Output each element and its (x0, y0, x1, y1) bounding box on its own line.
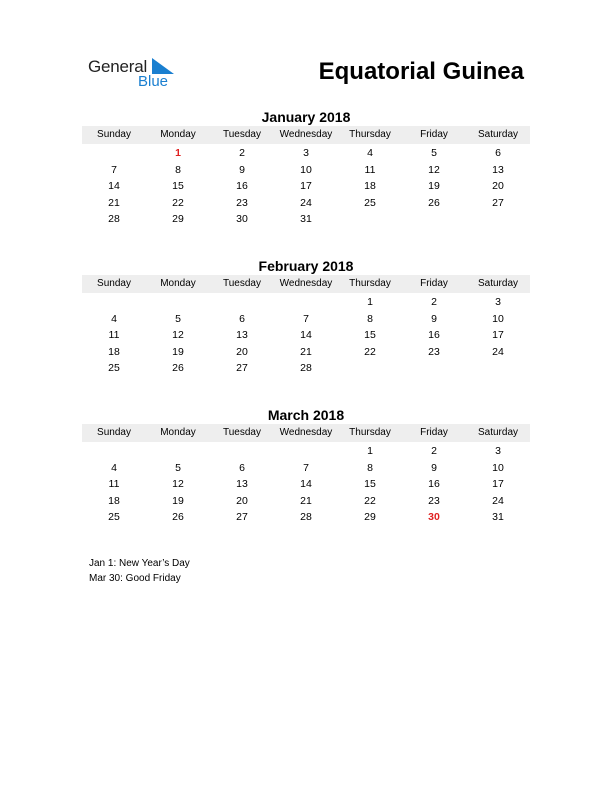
week-row (82, 211, 530, 228)
day-cell (402, 211, 466, 228)
weekday-label: Sunday (97, 427, 131, 438)
day-cell: 9 (431, 461, 437, 474)
day-cell: 15 (364, 329, 376, 341)
day-cell: 25 (108, 511, 120, 523)
day-cell: 3 (495, 445, 501, 457)
weekday-header (82, 126, 530, 144)
day-cell: 30 (428, 511, 440, 523)
day-cell: 25 (108, 362, 120, 374)
day-cell: 14 (300, 329, 312, 341)
day-cell (274, 294, 338, 311)
weekday-label: Monday (160, 129, 196, 140)
holiday-note: Mar 30: Good Friday (89, 573, 181, 584)
weekday-label: Thursday (349, 278, 391, 289)
weekday-label: Wednesday (279, 278, 333, 289)
day-cell: 10 (300, 163, 312, 176)
holiday-note: Jan 1: New Year’s Day (89, 558, 190, 569)
day-cell: 7 (111, 163, 117, 176)
day-cell: 27 (236, 362, 248, 374)
day-cell: 4 (367, 147, 373, 159)
weekday-label: Thursday (349, 427, 391, 438)
day-cell: 19 (172, 494, 184, 507)
weekday-label: Tuesday (223, 129, 261, 140)
week-row (82, 294, 530, 311)
day-cell: 11 (108, 329, 120, 341)
week-row (82, 327, 530, 344)
day-cell: 14 (108, 180, 120, 192)
day-cell (402, 360, 466, 377)
week-row (82, 460, 530, 477)
day-cell (210, 443, 274, 460)
week-row (82, 476, 530, 493)
day-cell: 23 (428, 345, 440, 358)
day-cell: 6 (239, 461, 245, 474)
day-cell: 5 (175, 461, 181, 474)
weekday-label: Friday (420, 129, 448, 140)
day-cell: 9 (431, 312, 437, 325)
day-cell: 12 (172, 478, 184, 490)
month-title: January 2018 (261, 109, 351, 125)
day-cell: 12 (428, 163, 440, 176)
month-block (82, 108, 530, 228)
day-cell: 21 (300, 345, 312, 358)
weekday-label: Friday (420, 278, 448, 289)
day-cell: 17 (492, 329, 504, 341)
country-title: Equatorial Guinea (318, 58, 524, 85)
day-cell: 22 (172, 196, 184, 209)
day-cell: 16 (428, 478, 440, 490)
day-cell: 28 (300, 362, 312, 374)
month-block (82, 257, 530, 377)
day-cell: 4 (111, 461, 117, 474)
day-cell: 1 (175, 147, 181, 159)
day-cell: 21 (300, 494, 312, 507)
day-cell: 16 (428, 329, 440, 341)
weekday-label: Sunday (97, 129, 131, 140)
week-row (82, 311, 530, 328)
day-cell (82, 443, 146, 460)
day-cell: 8 (175, 163, 181, 176)
day-cell: 7 (303, 461, 309, 474)
logo-general-text: General (88, 57, 148, 76)
weekday-label: Monday (160, 278, 196, 289)
weekday-label: Wednesday (279, 427, 333, 438)
week-row (82, 344, 530, 361)
weekday-header (82, 275, 530, 293)
week-row (82, 509, 530, 526)
month-block (82, 406, 530, 526)
day-cell: 22 (364, 494, 376, 507)
day-cell: 8 (367, 312, 373, 325)
day-cell: 28 (108, 213, 120, 225)
day-cell (466, 211, 530, 228)
week-row (82, 493, 530, 510)
day-cell: 7 (303, 312, 309, 325)
day-cell: 17 (300, 180, 312, 192)
day-cell: 12 (172, 329, 184, 341)
day-cell: 23 (236, 196, 248, 209)
day-cell: 2 (431, 296, 437, 308)
day-cell: 2 (239, 147, 245, 159)
week-row (82, 178, 530, 195)
weekday-label: Sunday (97, 278, 131, 289)
day-cell: 5 (175, 312, 181, 325)
day-cell: 25 (364, 196, 376, 209)
day-cell: 26 (172, 362, 184, 374)
weekday-label: Friday (420, 427, 448, 438)
weekday-label: Saturday (477, 278, 519, 289)
day-cell: 13 (236, 478, 248, 490)
day-cell: 1 (367, 445, 373, 457)
week-row (82, 443, 530, 460)
weekday-label: Tuesday (223, 278, 261, 289)
day-cell: 19 (428, 180, 440, 192)
weekday-label: Thursday (349, 129, 391, 140)
day-cell: 14 (300, 478, 312, 490)
day-cell: 24 (300, 196, 312, 209)
day-cell: 5 (431, 147, 437, 159)
week-row (82, 145, 530, 162)
day-cell: 9 (239, 163, 245, 176)
day-cell (82, 145, 146, 162)
day-cell: 1 (367, 296, 373, 308)
day-cell (338, 360, 402, 377)
day-cell: 23 (428, 494, 440, 507)
day-cell: 15 (364, 478, 376, 490)
day-cell: 21 (108, 196, 120, 209)
day-cell: 6 (239, 312, 245, 325)
holiday-notes (89, 556, 190, 586)
day-cell: 18 (108, 345, 120, 358)
day-cell: 24 (492, 494, 504, 507)
day-cell: 16 (236, 180, 248, 192)
day-cell: 28 (300, 511, 312, 523)
day-cell (466, 360, 530, 377)
week-row (82, 360, 530, 377)
day-cell: 31 (300, 213, 312, 225)
day-cell: 6 (495, 147, 501, 159)
week-row (82, 195, 530, 212)
weekday-label: Monday (160, 427, 196, 438)
day-cell (146, 294, 210, 311)
day-cell (82, 294, 146, 311)
generalblue-logo (88, 55, 188, 95)
day-cell: 27 (236, 511, 248, 523)
day-cell: 26 (172, 511, 184, 523)
day-cell: 8 (367, 461, 373, 474)
day-cell: 4 (111, 312, 117, 325)
day-cell: 18 (108, 494, 120, 507)
month-title: February 2018 (258, 258, 354, 274)
day-cell: 27 (492, 196, 504, 209)
day-cell: 11 (364, 163, 376, 176)
day-cell: 13 (236, 329, 248, 341)
day-cell: 15 (172, 180, 184, 192)
day-cell: 20 (236, 494, 248, 507)
weekday-label: Wednesday (279, 129, 333, 140)
day-cell: 11 (108, 478, 120, 490)
day-cell: 31 (492, 511, 504, 523)
day-cell: 18 (364, 180, 376, 192)
day-cell: 3 (495, 296, 501, 308)
day-cell: 3 (303, 147, 309, 159)
day-cell: 29 (172, 213, 184, 225)
day-cell: 29 (364, 511, 376, 523)
day-cell: 22 (364, 345, 376, 358)
day-cell: 20 (492, 180, 504, 192)
day-cell (338, 211, 402, 228)
day-cell (274, 443, 338, 460)
day-cell: 17 (492, 478, 504, 490)
month-title: March 2018 (267, 407, 345, 423)
logo-blue-text: Blue (138, 73, 169, 90)
weekday-label: Saturday (477, 129, 519, 140)
weekday-label: Tuesday (223, 427, 261, 438)
day-cell: 30 (236, 213, 248, 225)
weekday-header (82, 424, 530, 442)
weekday-label: Saturday (477, 427, 519, 438)
day-cell: 26 (428, 196, 440, 209)
day-cell: 10 (492, 461, 504, 474)
week-row (82, 162, 530, 179)
day-cell: 20 (236, 345, 248, 358)
day-cell (210, 294, 274, 311)
day-cell: 10 (492, 312, 504, 325)
day-cell (146, 443, 210, 460)
day-cell: 24 (492, 345, 504, 358)
day-cell: 2 (431, 445, 437, 457)
day-cell: 19 (172, 345, 184, 358)
day-cell: 13 (492, 163, 504, 176)
